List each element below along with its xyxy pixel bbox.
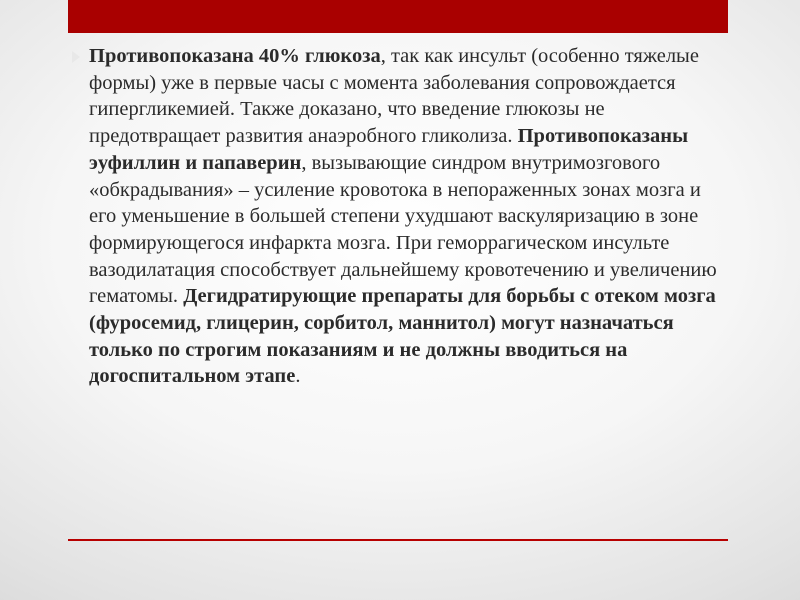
text-final-period: . bbox=[295, 365, 301, 388]
bullet-arrow-icon bbox=[72, 51, 80, 63]
text-glucose-explanation: , так как инсульт (особенно тяжелые формы) уже в первые часы с момента заболевания сопровождается гипергликемией. Также доказано, что введение глюкозы не предотвращает развития анаэробного гликолиза. bbox=[89, 45, 699, 148]
top-accent-bar bbox=[68, 0, 728, 33]
emphasis-glucose: Противопоказана 40% глюкоза bbox=[89, 45, 381, 67]
emphasis-dehydrating: Дегидратирующие препараты для борьбы с отеком мозга (фуросемид, глицерин, сорбитол, маннитол) могут назначаться только по строгим показаниям и не должны вводиться на догоспитальном этапе bbox=[89, 285, 716, 388]
body-paragraph bbox=[89, 43, 732, 390]
text-euphyllin-explanation: , вызывающие синдром внутримозгового «обкрадывания» – усиление кровотока в непораженных зонах мозга и его уменьшение в большей степени ухудшают васкуляризацию в зоне формирующегося инфаркта мозга. При геморрагическом инсульте вазодилатация способствует дальнейшему кровотечению и увеличению гематомы. bbox=[89, 151, 717, 308]
emphasis-euphyllin: Противопоказаны эуфиллин и папаверин bbox=[89, 125, 689, 174]
bottom-divider bbox=[68, 539, 728, 541]
slide-content bbox=[72, 43, 732, 390]
